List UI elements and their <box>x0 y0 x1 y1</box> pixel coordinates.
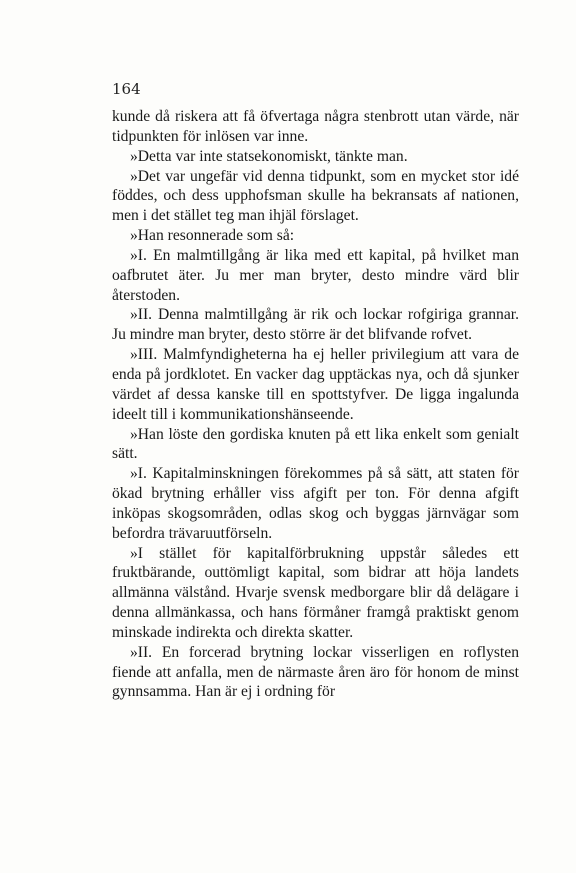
body-text <box>112 107 519 702</box>
paragraph: »II. Denna malmtillgång är rik och lockar rofgiriga grannar. Ju mindre man bryter, desto större är det blifvande rofvet. <box>112 306 519 344</box>
paragraph: kunde då riskera att få öfvertaga några stenbrott utan värde, när tidpunkten för inlösen var inne. <box>112 108 519 145</box>
paragraph: »I. En malmtillgång är lika med ett kapital, på hvilket man oafbrutet äter. Ju mer man bryter, desto mindre värd blir återstoden. <box>112 246 519 304</box>
paragraph: »Han löste den gordiska knuten på ett lika enkelt som genialt sätt. <box>112 425 519 463</box>
paragraph: »Detta var inte statsekonomiskt, tänkte man. <box>130 147 408 165</box>
paragraph: »III. Malmfyndigheterna ha ej heller privilegium att vara de enda på jordklotet. En vacker dag upptäckas nya, och då sjunker värdet af dessa kanske till en spottstyfver. De ligga ingalunda ideelt till i kommunikationshänseende. <box>112 346 519 423</box>
page-number: 164 <box>112 80 141 98</box>
paragraph: »Det var ungefär vid denna tidpunkt, som en mycket stor idé föddes, och dess upphofsman skulle ha bekransats af nationen, men i det stället teg man ihjäl förslaget. <box>112 167 519 225</box>
paragraph: »II. En forcerad brytning lockar visserligen en roflysten fiende att anfalla, men de närmaste åren äro för honom de minst gynnsamma. Han är ej i ordning för <box>112 643 519 701</box>
paragraph: »Han resonnerade som så: <box>130 227 295 245</box>
paragraph: »I. Kapitalminskningen förekommes på så sätt, att staten för ökad brytning erhåller viss afgift per ton. För denna afgift inköpas skogsområden, odlas skog och byggas järnvägar som befordra trävaruutförseln. <box>112 465 519 542</box>
paragraph: »I stället för kapitalförbrukning uppstår således ett fruktbärande, outtömligt kapital, som bidrar att höja landets allmänna välstånd. Hvarje svensk medborgare blir då delägare i denna allmänkassa, och hans förmåner framgå praktiskt genom minskade indirekta och direkta skatter. <box>112 544 519 641</box>
